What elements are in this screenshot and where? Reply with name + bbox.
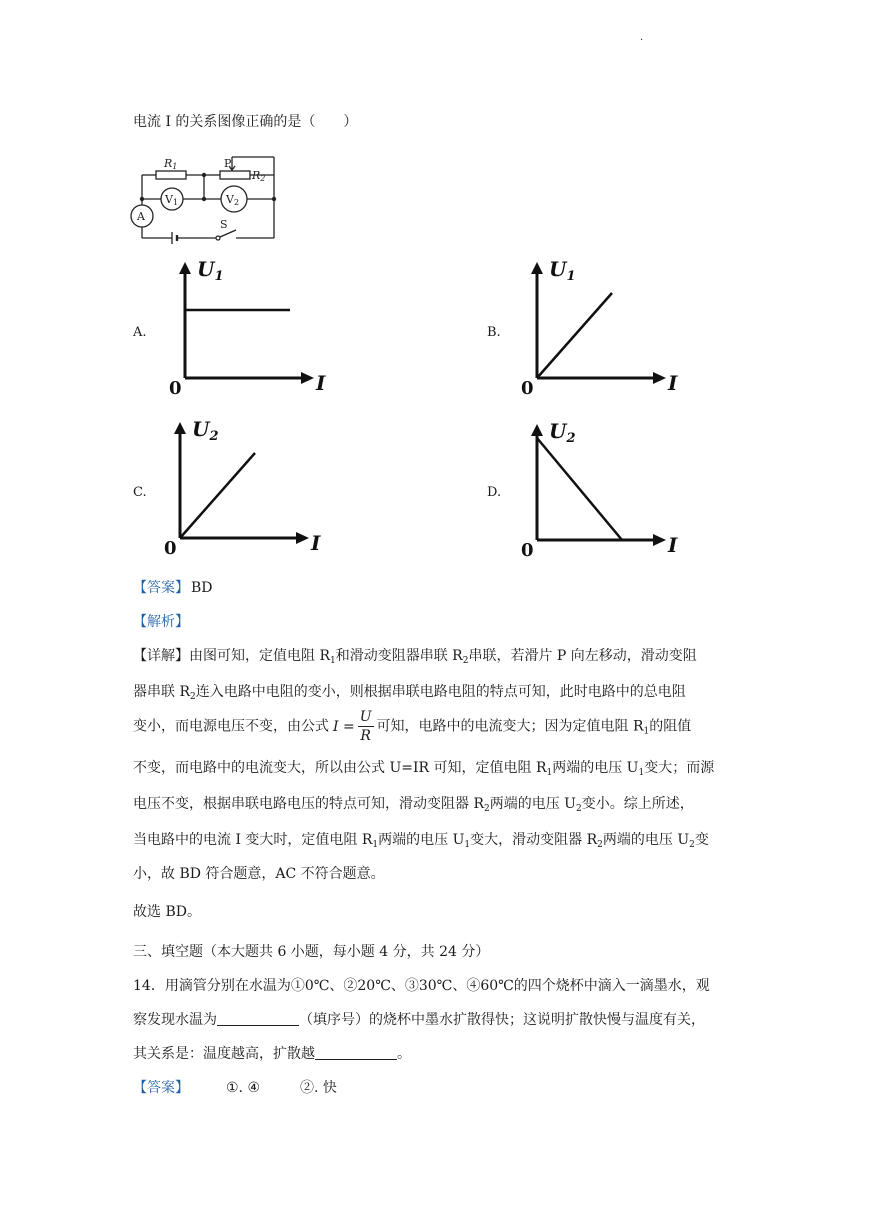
r2-label: R2: [252, 169, 266, 183]
ammeter-label: A: [137, 210, 145, 223]
option-label-3: C.: [133, 485, 147, 500]
x-axis-label: I: [311, 531, 321, 555]
y-axis-arrow: [179, 262, 191, 274]
option-label-1: A.: [133, 325, 147, 340]
formula-fraction: $\frac{U}{R}$: [359, 709, 372, 744]
q14-line-2: 察发现水温为 （填序号）的烧杯中墨水扩散得快；这说明扩散快慢与温度有关，: [133, 1012, 705, 1028]
detail-line-7: 小，故 BD 符合题意，AC 不符合题意。: [133, 866, 385, 882]
y-axis-label: $U_2$: [192, 418, 219, 444]
analysis-tag: 【解析】: [133, 614, 189, 630]
x-axis-arrow: [301, 372, 314, 384]
graph-option-2: [512, 258, 682, 398]
x-axis-arrow: [653, 372, 666, 384]
section-title: 三、填空题（本大题共 6 小题，每小题 4 分，共 24 分）: [133, 944, 490, 960]
blank-2[interactable]: [315, 1045, 397, 1060]
data-line: [537, 293, 612, 378]
y-axis-label: $U_1$: [197, 258, 224, 284]
origin-label: 0: [164, 538, 177, 558]
p-label: P: [224, 157, 232, 170]
x-axis-arrow: [296, 532, 309, 544]
detail-line-6: 当电路中的电流 I 变大时，定值电阻 $R_1$两端的电压 $U_1$变大，滑动变阻器 $R_2$两端的电压 $U_2$变: [133, 832, 709, 850]
switch-label: S: [220, 218, 228, 231]
detail-line-3: 变小，而电源电压不变，由公式 I = $\frac{U}{R}$ 可知，电路中的电流变大；因为定值电阻 $R_1$的阻值: [133, 709, 692, 744]
answer14-second: ②. 快: [300, 1080, 337, 1096]
x-axis-label: I: [668, 371, 678, 395]
conclusion: 故选 BD。: [133, 904, 201, 920]
blank-1[interactable]: [217, 1011, 299, 1026]
x-axis-label: I: [668, 533, 678, 557]
data-line: [537, 438, 622, 540]
y-axis-label: $U_1$: [549, 258, 576, 284]
circuit-diagram: [128, 152, 278, 244]
detail-line-2: 器串联 $R_2$连入电路中电阻的变小，则根据串联电路电阻的特点可知，此时电路中的总电阻: [133, 684, 686, 702]
option-label-4: D.: [487, 485, 502, 500]
q14-line-3: 其关系是：温度越高，扩散越 。: [133, 1046, 411, 1062]
q14-line-1: 14．用滴管分别在水温为①0℃、②20℃、③30℃、④60℃的四个烧杯中滴入一滴墨水，观: [133, 978, 710, 994]
origin-label: 0: [521, 540, 534, 560]
x-axis-label: I: [316, 371, 326, 395]
y-axis-arrow: [531, 424, 543, 436]
r1-label: R1: [164, 157, 178, 171]
answer-value: BD: [191, 580, 213, 596]
option-label-2: B.: [487, 325, 501, 340]
answer14-first: ①. ④: [226, 1080, 261, 1096]
data-line: [180, 453, 255, 538]
origin-label: 0: [169, 378, 182, 398]
detail-line-5: 电压不变，根据串联电路电压的特点可知，滑动变阻器 $R_2$两端的电压 $U_2$变小。综上所述，: [133, 796, 694, 814]
detail-line-1: 【详解】由图可知，定值电阻 $R_1$和滑动变阻器串联 $R_2$串联，若滑片 P 向左移动，滑动变阻: [133, 648, 697, 666]
x-axis-arrow: [653, 534, 666, 546]
detail-line-4: 不变，而电路中的电流变大，所以由公式 U=IR 可知，定值电阻 $R_1$两端的电压 $U_1$变大；而源: [133, 760, 715, 778]
v1-label: V1: [165, 193, 179, 207]
graph-option-4: [512, 420, 682, 560]
question-text: 电流 I 的关系图像正确的是（ ）: [133, 114, 358, 130]
y-axis-label: $U_2$: [549, 420, 576, 446]
y-axis-arrow: [174, 422, 186, 434]
y-axis-arrow: [531, 262, 543, 274]
origin-label: 0: [521, 378, 534, 398]
answer14-tag: 【答案】: [133, 1080, 189, 1096]
graph-option-3: [155, 418, 325, 558]
graph-option-1: [160, 258, 330, 398]
v2-label: V2: [226, 193, 240, 207]
header-mark: .: [640, 32, 644, 43]
answer-tag: 【答案】: [133, 580, 189, 596]
